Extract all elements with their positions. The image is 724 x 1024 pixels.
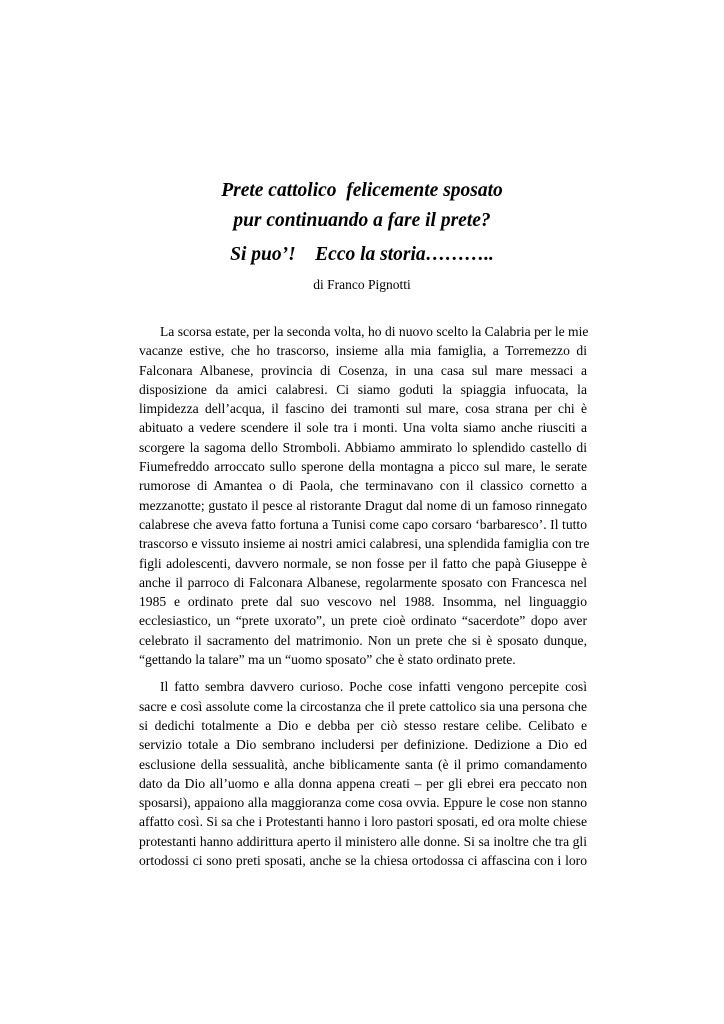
paragraph-line: sposarsi), appaiono alla maggioranza come cosa ovvia. Eppure le cose non stanno <box>139 795 587 811</box>
paragraph-2 <box>139 677 587 870</box>
title-line-3: Si puo’! Ecco la storia……….. <box>230 244 494 265</box>
paragraph-line: limpidezza dell’acqua, il fascino dei tramonti sul mare, cosa strana per chi è <box>139 401 587 417</box>
paragraph-line: celebrato il sacramento del matrimonio. Non un prete che si è sposato dunque, <box>139 632 587 648</box>
paragraph-line: ortodossi ci sono preti sposati, anche se la chiesa ortodossa ci affascina con i loro <box>139 853 587 869</box>
paragraph-line: ecclesiastico, un “prete uxorato”, un prete cioè ordinato “sacerdote” dopo aver <box>139 613 587 629</box>
paragraph-line: trascorso e vissuto insieme ai nostri amici calabresi, una splendida famiglia con tre <box>139 536 590 552</box>
paragraph-line: scorgere la sagoma dello Stromboli. Abbiamo ammirato lo splendido castello di <box>139 439 587 455</box>
paragraph-line: Falconara Albanese, provincia di Cosenza, in una casa sul mare messaci a <box>139 362 587 378</box>
paragraph-line: disposizione da amici calabresi. Ci siamo goduti la spiaggia infuocata, la <box>139 381 587 397</box>
paragraph-line: affatto così. Si sa che i Protestanti hanno i loro pastori sposati, ed ora molte chiese <box>139 814 587 830</box>
paragraph-line: Fiumefreddo arroccato sullo sperone della montagna a picco sul mare, le serate <box>139 459 587 475</box>
paragraph-line: anche il parroco di Falconara Albanese, regolarmente sposato con Francesca nel <box>139 574 587 590</box>
paragraph-1 <box>139 322 590 669</box>
title-line-2: pur continuando a fare il prete? <box>233 210 491 231</box>
paragraph-line: rumorose di Amantea o di Paola, che terminavano con il classico cornetto a <box>139 478 587 494</box>
paragraph-line: figli adolescenti, davvero normale, se non fosse per il fatto che papà Giuseppe è <box>139 555 587 571</box>
paragraph-line: 1985 e ordinato prete dal suo vescovo nel 1988. Insomma, nel linguaggio <box>139 594 587 610</box>
paragraph-spacer <box>139 669 587 677</box>
paragraph-line: servizio totale a Dio sembrano includersi per definizione. Dedizione a Dio ed <box>139 737 587 753</box>
paragraph-line: sacre e così assolute come la circostanza che il prete cattolico sia una persona che <box>139 698 587 714</box>
paragraph-line: calabrese che aveva fatto fortuna a Tunisi come capo corsaro ‘barbaresco’. Il tutto <box>139 516 587 532</box>
paragraph-line: esclusione della sessualità, anche biblicamente santa (è il primo comandamento <box>139 756 587 772</box>
title-line-1: Prete cattolico felicemente sposato <box>221 180 503 201</box>
author-byline: di Franco Pignotti <box>313 277 411 292</box>
paragraph-line: La scorsa estate, per la seconda volta, ho di nuovo scelto la Calabria per le mie <box>160 324 589 339</box>
paragraph-line: protestanti hanno addirittura aperto il ministero alle donne. Si sa inoltre che tra gli <box>139 833 587 849</box>
body-text <box>139 322 590 870</box>
paragraph-line: vacanze estive, che ho trascorso, insieme alla mia famiglia, a Torremezzo di <box>139 343 587 359</box>
paragraph-line: Il fatto sembra davvero curioso. Poche cose infatti vengono percepite così <box>160 679 587 695</box>
paragraph-line: si dedichi totalmente a Dio e debba per ciò stesso restare celibe. Celibato e <box>139 717 587 733</box>
paragraph-line: abituato a vedere scendere il sole tra i monti. Una volta siamo anche riusciti a <box>139 420 587 436</box>
paragraph-line: “gettando la talare” ma un “uomo sposato” che è stato ordinato prete. <box>139 652 516 668</box>
paragraph-line: dato da Dio all’uomo e alla donna appena creati – per gli ebrei era peccato non <box>139 775 587 791</box>
title-block <box>0 176 724 295</box>
paragraph-line: mezzanotte; gustato il pesce al ristorante Dragut dal nome di un famoso rinnegato <box>139 497 587 513</box>
